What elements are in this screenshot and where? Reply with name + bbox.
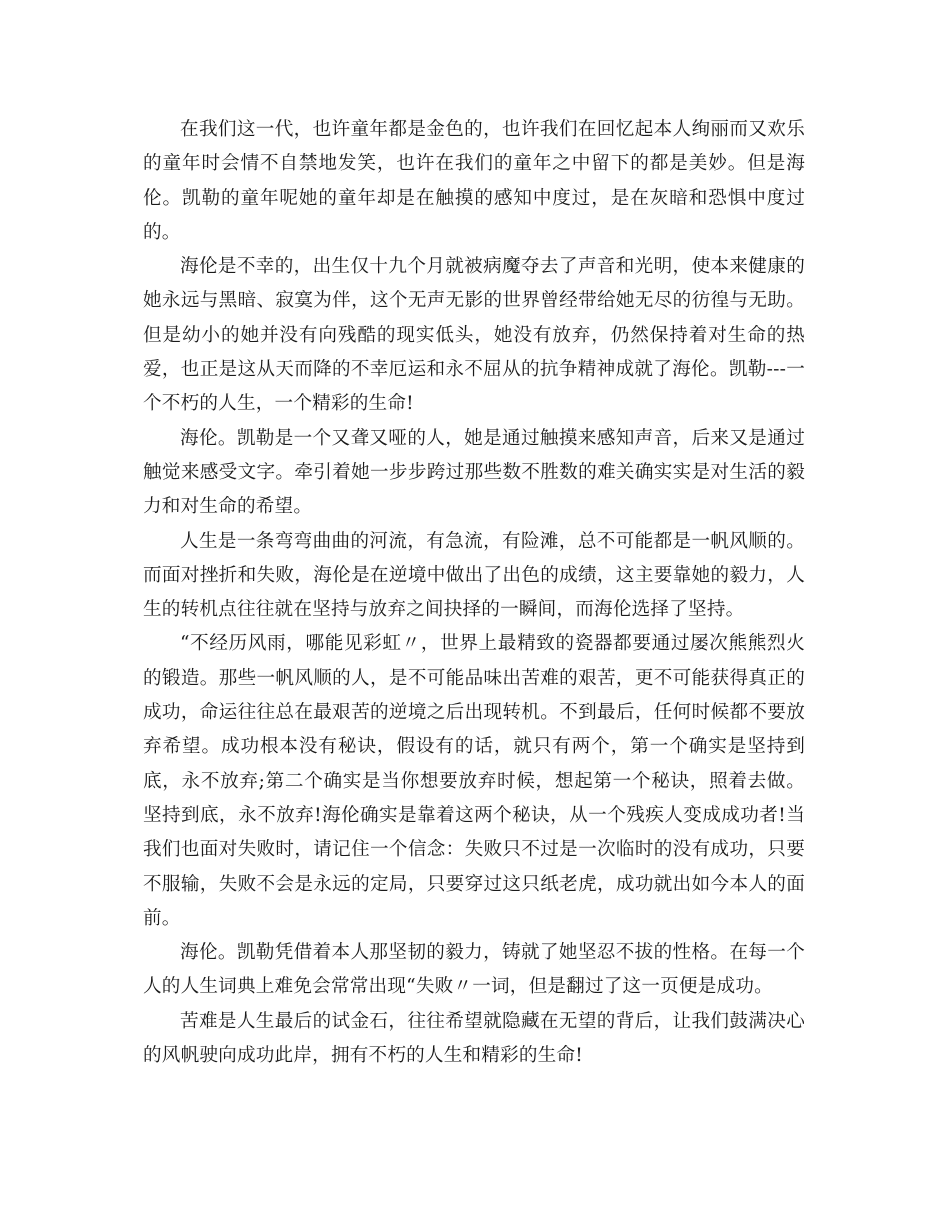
- paragraph-6: 海伦。凯勒凭借着本人那坚韧的毅力，铸就了她坚忍不拔的性格。在每一个人的人生词典上难免会常常出现“失败〃一词，但是翻过了这一页便是成功。: [143, 942, 805, 998]
- document-body: [143, 113, 805, 1073]
- paragraph-1: 在我们这一代，也许童年都是金色的，也许我们在回忆起本人绚丽而又欢乐的童年时会情不自禁地发笑，也许在我们的童年之中留下的都是美妙。但是海伦。凯勒的童年呢她的童年却是在触摸的感知中度过，是在灰暗和恐惧中度过的。: [143, 119, 805, 243]
- paragraph-7: 苦难是人生最后的试金石，往往希望就隐藏在无望的背后，让我们鼓满决心的风帆驶向成功此岸，拥有不朽的人生和精彩的生命!: [143, 1010, 805, 1067]
- paragraph-3: 海伦。凯勒是一个又聋又哑的人，她是通过触摸来感知声音，后来又是通过触觉来感受文字。牵引着她一步步跨过那些数不胜数的难关确实实是对生活的毅力和对生命的希望。: [143, 427, 805, 518]
- paragraph-2: 海伦是不幸的，出生仅十九个月就被病魔夺去了声音和光明，使本来健康的她永远与黑暗、寂寞为伴，这个无声无影的世界曾经带给她无尽的彷徨与无助。但是幼小的她并没有向残酷的现实低头，她没有放弃，仍然保持着对生命的热爱，也正是这从天而降的不幸厄运和永不屈从的抗争精神成就了海伦。凯勒---一个不朽的人生，一个精彩的生命!: [143, 256, 805, 415]
- paragraph-4: 人生是一条弯弯曲曲的河流，有急流，有险滩，总不可能都是一帆风顺的。而面对挫折和失败，海伦是在逆境中做出了出色的成绩，这主要靠她的毅力，人生的转机点往往就在坚持与放弃之间抉择的一瞬间，而海伦选择了坚持。: [143, 530, 805, 621]
- paragraph-5: “不经历风雨，哪能见彩虹〃，世界上最精致的瓷器都要通过屡次熊熊烈火的锻造。那些一帆风顺的人，是不可能品味出苦难的艰苦，更不可能获得真正的成功，命运往往总在最艰苦的逆境之后出现转机。不到最后，任何时候都不要放弃希望。成功根本没有秘诀，假设有的话，就只有两个，第一个确实是坚持到底，永不放弃;第二个确实是当你想要放弃时候，想起第一个秘诀，照着去做。坚持到底，永不放弃!海伦确实是靠着这两个秘诀，从一个残疾人变成成功者!当我们也面对失败时，请记住一个信念：失败只不过是一次临时的没有成功，只要不服输，失败不会是永远的定局，只要穿过这只纸老虎，成功就出如今本人的面前。: [143, 633, 805, 929]
